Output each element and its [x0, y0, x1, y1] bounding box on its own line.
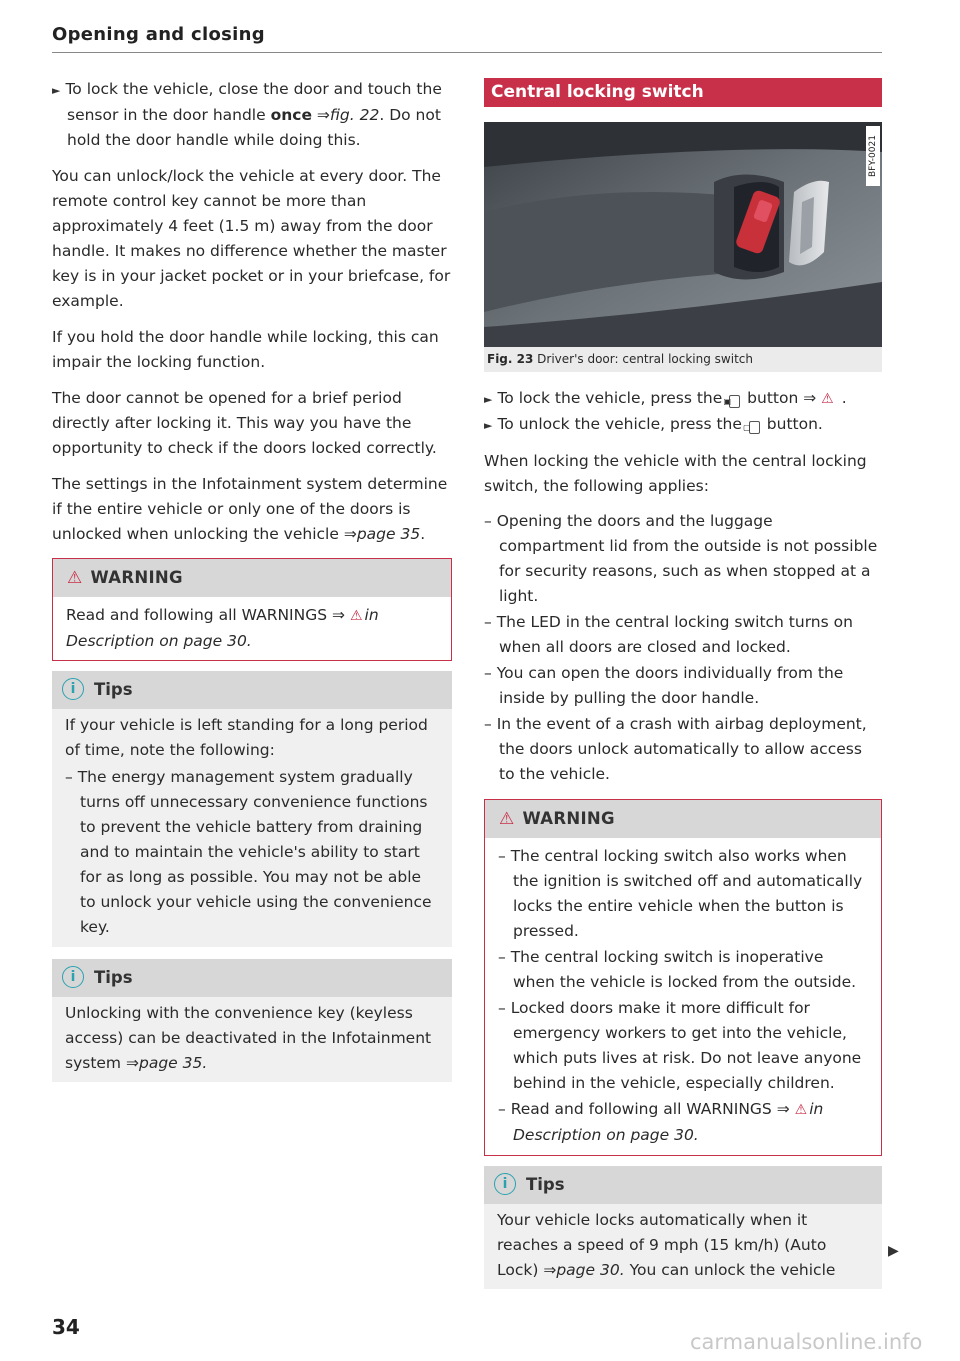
warning-header: [53, 559, 451, 597]
warning-ref-link[interactable]: in Description on page 30.: [513, 1100, 824, 1144]
header-rule: [52, 52, 882, 53]
lock-step-post: . Do not hold the door handle while doing this.: [67, 106, 441, 149]
list-item: – You can open the doors individually from the inside by pulling the door handle.: [484, 664, 844, 707]
warning-box-central-locking: [484, 799, 882, 1156]
list-item: – The central locking switch also works when the ignition is switched off and automatically locks the entire vehicle when the button is pressed.: [498, 847, 863, 940]
tips-body: [52, 709, 452, 947]
warning-triangle-icon: ⚠: [349, 608, 363, 624]
lock-step-bold: once: [270, 106, 312, 124]
tips-body: [52, 997, 452, 1082]
central-locking-list: [484, 509, 882, 787]
lock-button-icon: ▣: [729, 395, 740, 408]
warning-box: [52, 558, 452, 661]
tips-title: Tips: [94, 968, 133, 987]
fig-ref-link[interactable]: fig. 22: [329, 106, 380, 124]
arrow-bullet-icon: ►: [52, 84, 61, 97]
warning-body: [53, 597, 451, 660]
door-photo: [484, 122, 882, 347]
arrow-bullet-icon: ►: [484, 419, 493, 432]
ref-arrow-icon: ⇒: [332, 606, 346, 624]
ref-arrow-icon: ⇒: [803, 389, 817, 407]
warning-triangle-icon: ⚠: [821, 391, 834, 407]
arrow-bullet-icon: ►: [484, 393, 493, 406]
page-ref-link[interactable]: page 35.: [138, 1054, 208, 1072]
step-text-post: button: [747, 389, 799, 407]
paragraph-hold-handle: If you hold the door handle while locking, this can impair the locking function.: [52, 328, 439, 371]
tips-intro: If your vehicle is left standing for a long period of time, note the following:: [65, 716, 428, 759]
page-ref-link[interactable]: page 30.: [556, 1261, 625, 1279]
section-title-central-locking: Central locking switch: [484, 78, 882, 107]
lock-step: ► To lock the vehicle, press the ▣ button ⇒ ⚠ .: [484, 389, 847, 407]
list-item-text: You can open the doors individually from the inside by pulling the door handle.: [496, 664, 844, 707]
paragraph-brief-period: The door cannot be opened for a brief period directly after locking it. This way you have the opportunity to check if the doors locked correctly.: [52, 389, 437, 457]
paragraph-infotainment-settings: The settings in the Infotainment system determine if the entire vehicle or only one of the doors is unlocked when unlocking the vehicle ⇒page 35.: [52, 475, 448, 543]
lock-step: [52, 77, 452, 153]
paragraph-unlock-every-door: You can unlock/lock the vehicle at every door. The remote control key cannot be more than approximately 4 feet (1.5 m) away from the door handle. It makes no difference whether the master key is in your jacket pocket or in your briefcase, for example.: [52, 167, 451, 310]
figure-caption: [484, 347, 882, 372]
tips-box-auto-lock: [484, 1166, 882, 1289]
info-icon: i: [62, 966, 84, 988]
list-item: – The energy management system gradually turns off unnecessary convenience functions to prevent the vehicle battery from draining and to maintain the vehicle's ability to start for as long as possible. You may not be able to unlock your vehicle using the convenience key.: [65, 768, 432, 936]
tips-body: [484, 1204, 882, 1289]
warning-header: [485, 800, 881, 838]
page-number: 34: [52, 1315, 80, 1339]
list-item-text: Opening the doors and the luggage compartment lid from the outside is not possible for security reasons, such as when stopped at a light.: [496, 512, 878, 605]
unlock-step: [484, 412, 882, 438]
list-item-text: The energy management system gradually turns off unnecessary convenience functions to prevent the vehicle battery from draining and to maintain the vehicle's ability to start for as long as possible. You may not be able to unlock your vehicle using the convenience key.: [77, 768, 432, 936]
tips-header: [52, 671, 452, 709]
list-item-text: The LED in the central locking switch turns on when all doors are closed and locked.: [496, 613, 853, 656]
continue-arrow-icon: ▶: [888, 1243, 899, 1259]
paragraph-infotainment-text: The settings in the Infotainment system determine if the entire vehicle or only one of the doors is unlocked when unlocking the vehicle: [52, 475, 448, 543]
figure-code: BFY-0021: [866, 126, 880, 186]
page-ref-link[interactable]: page 35: [356, 525, 421, 543]
right-column: [484, 78, 882, 1301]
list-item-text: The central locking switch is inoperative when the vehicle is locked from the outside.: [510, 948, 857, 991]
tips-text-post: You can unlock the vehicle: [629, 1261, 836, 1279]
warning-title: WARNING: [522, 809, 615, 828]
step-text: To unlock the vehicle, press the: [497, 415, 742, 433]
info-icon: i: [62, 678, 84, 700]
lock-step-text: To lock the vehicle, close the door and touch the sensor in the door handle: [65, 80, 442, 124]
list-item: – The LED in the central locking switch turns on when all doors are closed and locked.: [484, 613, 853, 656]
warning-triangle-icon: ⚠: [794, 1102, 808, 1118]
list-item-text: Read and following all WARNINGS: [510, 1100, 772, 1118]
ref-arrow-icon: ⇒: [343, 525, 357, 543]
ref-arrow-icon: ⇒: [316, 106, 330, 124]
unlock-button-icon: ▢: [749, 421, 760, 434]
section-heading: Opening and closing: [52, 24, 265, 45]
list-item-text: Locked doors make it more difficult for emergency workers to get into the vehicle, which puts lives at risk. Do not leave anyone behind in the vehicle, especially children.: [510, 999, 862, 1092]
ref-arrow-icon: ⇒: [125, 1054, 139, 1072]
tips-box: [52, 671, 452, 947]
tips-title: Tips: [526, 1175, 565, 1194]
ref-arrow-icon: ⇒: [543, 1261, 557, 1279]
warning-triangle-icon: ⚠: [499, 809, 515, 829]
warning-triangle-icon: ⚠: [67, 568, 83, 588]
list-item-text: The central locking switch also works when the ignition is switched off and automatically locks the entire vehicle when the button is pressed.: [510, 847, 863, 940]
watermark: carmanualsonline.info: [690, 1330, 923, 1354]
list-item: – Locked doors make it more difficult for emergency workers to get into the vehicle, which puts lives at risk. Do not leave anyone behind in the vehicle, especially children.: [498, 999, 862, 1092]
list-item: – Read and following all WARNINGS ⇒ ⚠ in Description on page 30.: [498, 1100, 824, 1144]
step-text-post: button.: [766, 415, 823, 433]
left-column: [52, 77, 452, 1094]
tips-box-keyless: [52, 959, 452, 1082]
tips-header: [484, 1166, 882, 1204]
tips-text: Your vehicle locks automatically when it reaches a speed of 9 mph (15 km/h) (Auto Lock): [497, 1211, 827, 1279]
step-text: To lock the vehicle, press the: [497, 389, 723, 407]
ref-arrow-icon: ⇒: [776, 1100, 790, 1118]
list-item: – In the event of a crash with airbag deployment, the doors unlock automatically to allow access to the vehicle.: [484, 715, 867, 783]
info-icon: i: [494, 1173, 516, 1195]
tips-header: [52, 959, 452, 997]
warning-body: [485, 838, 881, 1155]
list-item: – The central locking switch is inoperative when the vehicle is locked from the outside.: [498, 948, 857, 991]
list-item-text: In the event of a crash with airbag deployment, the doors unlock automatically to allow access to the vehicle.: [496, 715, 867, 783]
warning-ref-link[interactable]: in Description on page 30.: [66, 606, 379, 650]
central-locking-intro: When locking the vehicle with the central locking switch, the following applies:: [484, 452, 867, 495]
tips-text: Unlocking with the convenience key (keyless access) can be deactivated in the Infotainment system: [65, 1004, 432, 1072]
warning-title: WARNING: [90, 568, 183, 587]
warning-text: Read and following all WARNINGS: [66, 606, 328, 624]
door-illustration: [484, 122, 882, 347]
caption-text: Driver's door: central locking switch: [537, 352, 753, 366]
caption-label: Fig. 23: [487, 352, 534, 366]
tips-title: Tips: [94, 680, 133, 699]
list-item: – Opening the doors and the luggage compartment lid from the outside is not possible for security reasons, such as when stopped at a light.: [484, 512, 878, 605]
